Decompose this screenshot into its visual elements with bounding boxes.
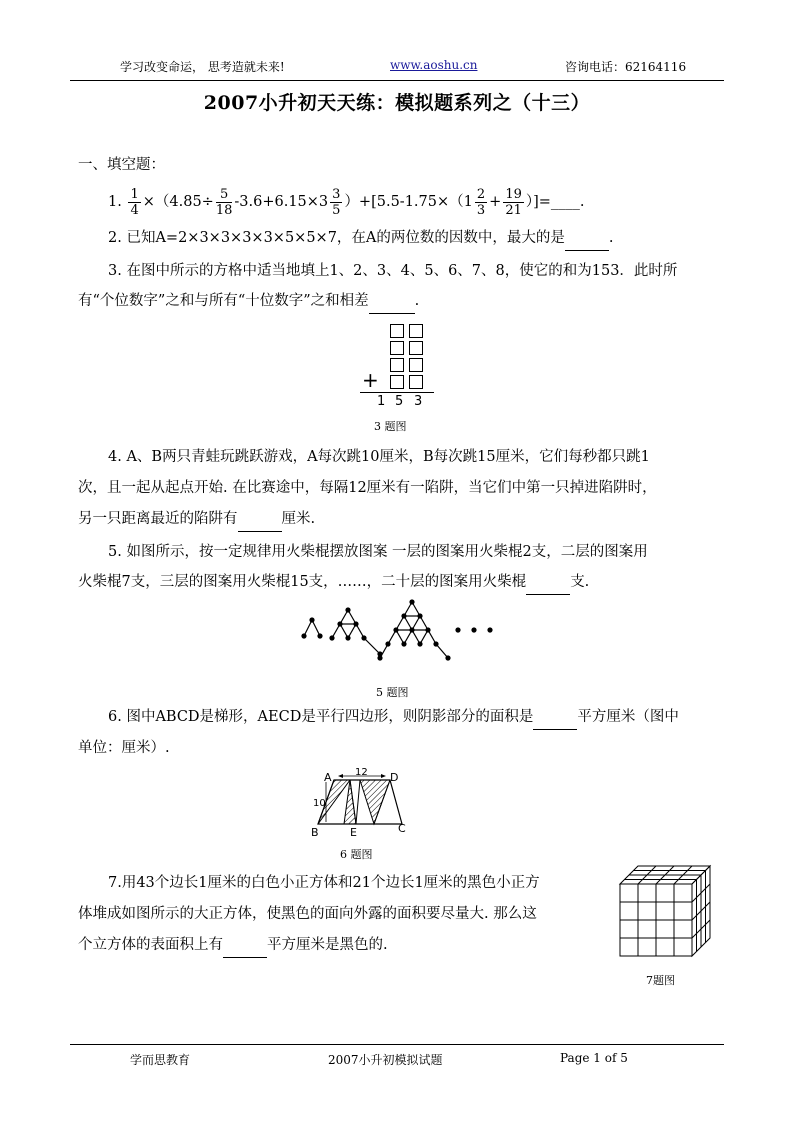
ellipsis-dot [456, 628, 460, 632]
q1-fraction-2: $\frac{5}{18}$ [215, 186, 233, 218]
q6-caption: 6 题图 [340, 848, 373, 861]
digit-box[interactable] [390, 341, 404, 355]
q4-line-3 [78, 507, 315, 532]
q4-line-1: 4. A、B两只青蛙玩跳跃游戏，A每次跳10厘米，B每次跳15厘米，它们每秒都只跳1 [108, 449, 650, 465]
q3-end: . [414, 293, 420, 309]
q7-end: 平方厘米是黑色的. [267, 937, 388, 953]
q1-text-1: ×（4.85÷ [142, 194, 214, 210]
q2-text: 2. 已知A=2×3×3×3×3×5×5×7，在A的两位数的因数中，最大的是 [108, 230, 565, 246]
footer-page-number: Page 1 of 5 [560, 1051, 628, 1065]
q6-trapezoid-figure [308, 768, 414, 844]
q7-caption: 7题图 [646, 974, 675, 987]
q5-caption: 5 题图 [376, 686, 409, 699]
q7-line-1: 7.用43个边长1厘米的白色小正方体和21个边长1厘米的黑色小正方 [108, 875, 540, 891]
section-heading: 一、填空题： [78, 157, 165, 173]
label-D: D [390, 771, 399, 784]
header-website-link[interactable]: www.aoshu.cn [390, 58, 478, 72]
header-motto: 学习改变命运， 思考造就未来! [120, 60, 285, 74]
q2-answer-blank[interactable] [565, 226, 609, 251]
digit-box[interactable] [390, 324, 404, 338]
q6-text: 6. 图中ABCD是梯形，AECD是平行四边形，则阴影部分的面积是 [108, 709, 534, 725]
q1-text-2: -3.6+6.15×3 [234, 194, 329, 210]
q5-text: 火柴棍7支，三层的图案用火柴棍15支，……，二十层的图案用火柴棍 [78, 574, 527, 590]
sum-line [360, 392, 434, 393]
q5-answer-blank[interactable] [526, 570, 570, 595]
q4-answer-blank[interactable] [238, 507, 282, 532]
q1-fraction-4: $\frac{2}{3}$ [476, 186, 486, 218]
q1-fraction-1: $\frac{1}{4}$ [130, 186, 139, 218]
q4-end: 厘米. [281, 511, 316, 527]
header-rule [70, 80, 724, 81]
q3-line-1: 3. 在图中所示的方格中适当地填上1、2、3、4、5、6、7、8，使它的和为153．此时所 [108, 263, 678, 279]
footer-doc-title: 2007小升初模拟试题 [328, 1053, 443, 1067]
label-B: B [311, 826, 319, 839]
digit-box[interactable] [390, 358, 404, 372]
label-height: 10 [313, 798, 326, 809]
question-2 [108, 226, 614, 251]
q3-caption: 3 题图 [374, 420, 407, 433]
q7-line-3 [78, 933, 388, 958]
q6-line-1 [108, 705, 679, 730]
digit-box[interactable] [409, 341, 423, 355]
pattern-1-layer [302, 618, 322, 638]
label-E: E [350, 826, 357, 839]
sum-digit: 3 [414, 394, 423, 409]
q7-cube-figure [612, 858, 716, 966]
q1-text-5: ）]=____. [525, 194, 585, 210]
q5-line-1: 5. 如图所示，按一定规律用火柴棍摆放图案 一层的图案用火柴棍2支，二层的图案用 [108, 544, 648, 560]
q3-addition-grid [360, 322, 440, 418]
q7-text: 个立方体的表面积上有 [78, 937, 223, 953]
q6-answer-blank[interactable] [533, 705, 577, 730]
sum-digit: 1 [377, 394, 386, 409]
q5-end: 支. [570, 574, 590, 590]
q2-end: . [608, 230, 614, 246]
q1-text-3: ）+[5.5-1.75×（1 [344, 194, 473, 210]
label-top-length: 12 [355, 768, 368, 778]
q1-number: 1. [108, 194, 122, 210]
pattern-3-layers [378, 600, 450, 660]
sum-digit: 5 [395, 394, 404, 409]
q6-line-2: 单位：厘米）. [78, 740, 170, 756]
q3-line-2 [78, 289, 419, 314]
digit-box[interactable] [390, 375, 404, 389]
plus-sign: + [362, 368, 379, 392]
q7-answer-blank[interactable] [223, 933, 267, 958]
q7-line-2: 体堆成如图所示的大正方体，使黑色的面向外露的面积要尽量大. 那么这 [78, 906, 537, 922]
q1-fraction-5: $\frac{19}{21}$ [505, 186, 522, 218]
header-phone: 咨询电话：62164116 [565, 60, 687, 74]
q5-matchstick-figure [290, 596, 500, 668]
label-C: C [398, 822, 406, 835]
footer-org: 学而思教育 [130, 1053, 191, 1067]
q4-text: 另一只距离最近的陷阱有 [78, 511, 238, 527]
pattern-2-layers [330, 608, 382, 656]
footer-rule [70, 1044, 724, 1045]
ellipsis-dot [488, 628, 492, 632]
q6-text-end: 平方厘米（图中 [577, 709, 679, 725]
q4-line-2: 次，且一起从起点开始. 在比赛途中，每隔12厘米有一陷阱，当它们中第一只掉进陷阱时， [78, 480, 657, 496]
q3-answer-blank[interactable] [369, 289, 415, 314]
digit-box[interactable] [409, 324, 423, 338]
digit-box[interactable] [409, 375, 423, 389]
label-A: A [324, 771, 332, 784]
q5-line-2 [78, 570, 589, 595]
page-title: 2007小升初天天练：模拟题系列之（十三） [203, 92, 591, 114]
q1-text-4: + [489, 194, 502, 210]
question-1 [108, 184, 585, 220]
q3-text: 有“个位数字”之和与所有“十位数字”之和相差 [78, 293, 369, 309]
digit-box[interactable] [409, 358, 423, 372]
ellipsis-dot [472, 628, 476, 632]
q1-fraction-3: $\frac{3}{5}$ [332, 186, 341, 218]
